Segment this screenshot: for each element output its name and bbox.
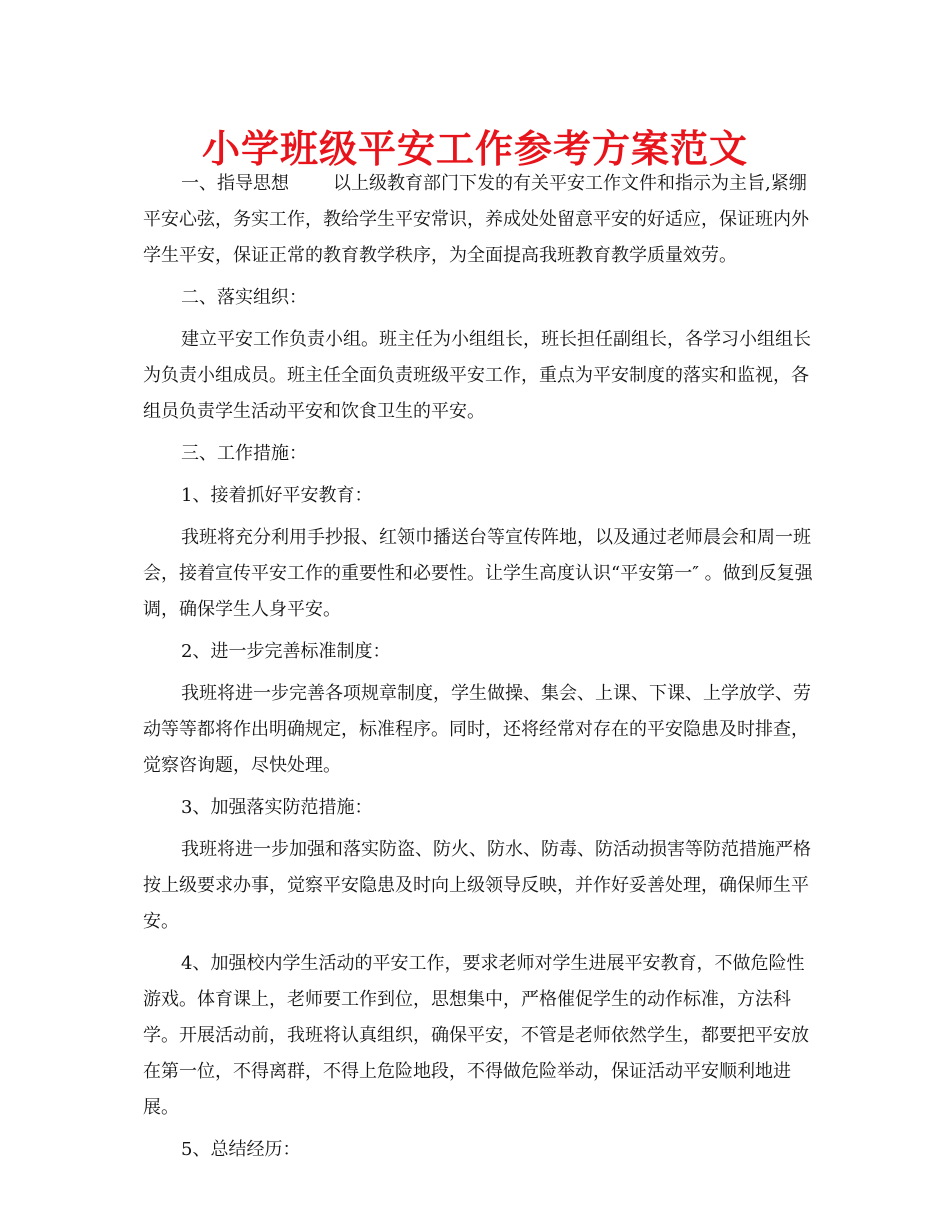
section-text: 以上级教育部门下发的有关平安工作文件和指示为主旨,紧绷平安心弦，务实工作，教给学生平安常识，养成处处留意平安的好适应，保证班内外学生平安，保证正常的教育教学秩序，为全面提高我班教育教学质量效劳。 bbox=[143, 173, 809, 266]
measure-text: 我班将充分利用手抄报、红领巾播送台等宣传阵地，以及通过老师晨会和周一班会，接着宣传平安工作的重要性和必要性。让学生高度认识“平安第一″ 。做到反复强调，确保学生人身平安。 bbox=[143, 527, 813, 620]
section-heading: 二、落实组织： bbox=[181, 287, 307, 308]
measure-heading: 5、总结经历： bbox=[181, 1139, 301, 1160]
document-body bbox=[143, 166, 813, 1174]
measure-text: 4、加强校内学生活动的平安工作，要求老师对学生进展平安教育，不做危险性游戏。体育课上，老师要工作到位，思想集中，严格催促学生的动作标准，方法科学。开展活动前，我班将认真组织，确保平安，不管是老师依然学生，都要把平安放在第一位，不得离群，不得上危险地段，不得做危险举动，保证活动平安顺利地进展。 bbox=[143, 953, 809, 1118]
measure-heading: 1、接着抓好平安教育： bbox=[181, 485, 373, 506]
section-heading: 三、工作措施： bbox=[181, 443, 307, 464]
measure-heading: 3、加强落实防范措施： bbox=[181, 797, 373, 818]
section-heading: 一、指导思想 bbox=[181, 173, 289, 194]
section-guiding-ideology bbox=[143, 166, 813, 274]
document-title: 小学班级平安工作参考方案范文 bbox=[201, 127, 748, 171]
measure-text: 我班将进一步加强和落实防盗、防火、防水、防毒、防活动损害等防范措施严格按上级要求办事，觉察平安隐患及时向上级领导反映，并作好妥善处理，确保师生平安。 bbox=[143, 839, 811, 932]
measure-heading: 2、进一步完善标准制度： bbox=[181, 641, 391, 662]
measure-text: 我班将进一步完善各项规章制度，学生做操、集会、上课、下课、上学放学、劳动等等都将作出明确规定，标准程序。同时，还将经常对存在的平安隐患及时排查，觉察咨询题，尽快处理。 bbox=[143, 683, 811, 776]
section-text: 建立平安工作负责小组。班主任为小组组长，班长担任副组长，各学习小组组长为负责小组成员。班主任全面负责班级平安工作，重点为平安制度的落实和监视，各组员负责学生活动平安和饮食卫生的平安。 bbox=[143, 329, 811, 422]
